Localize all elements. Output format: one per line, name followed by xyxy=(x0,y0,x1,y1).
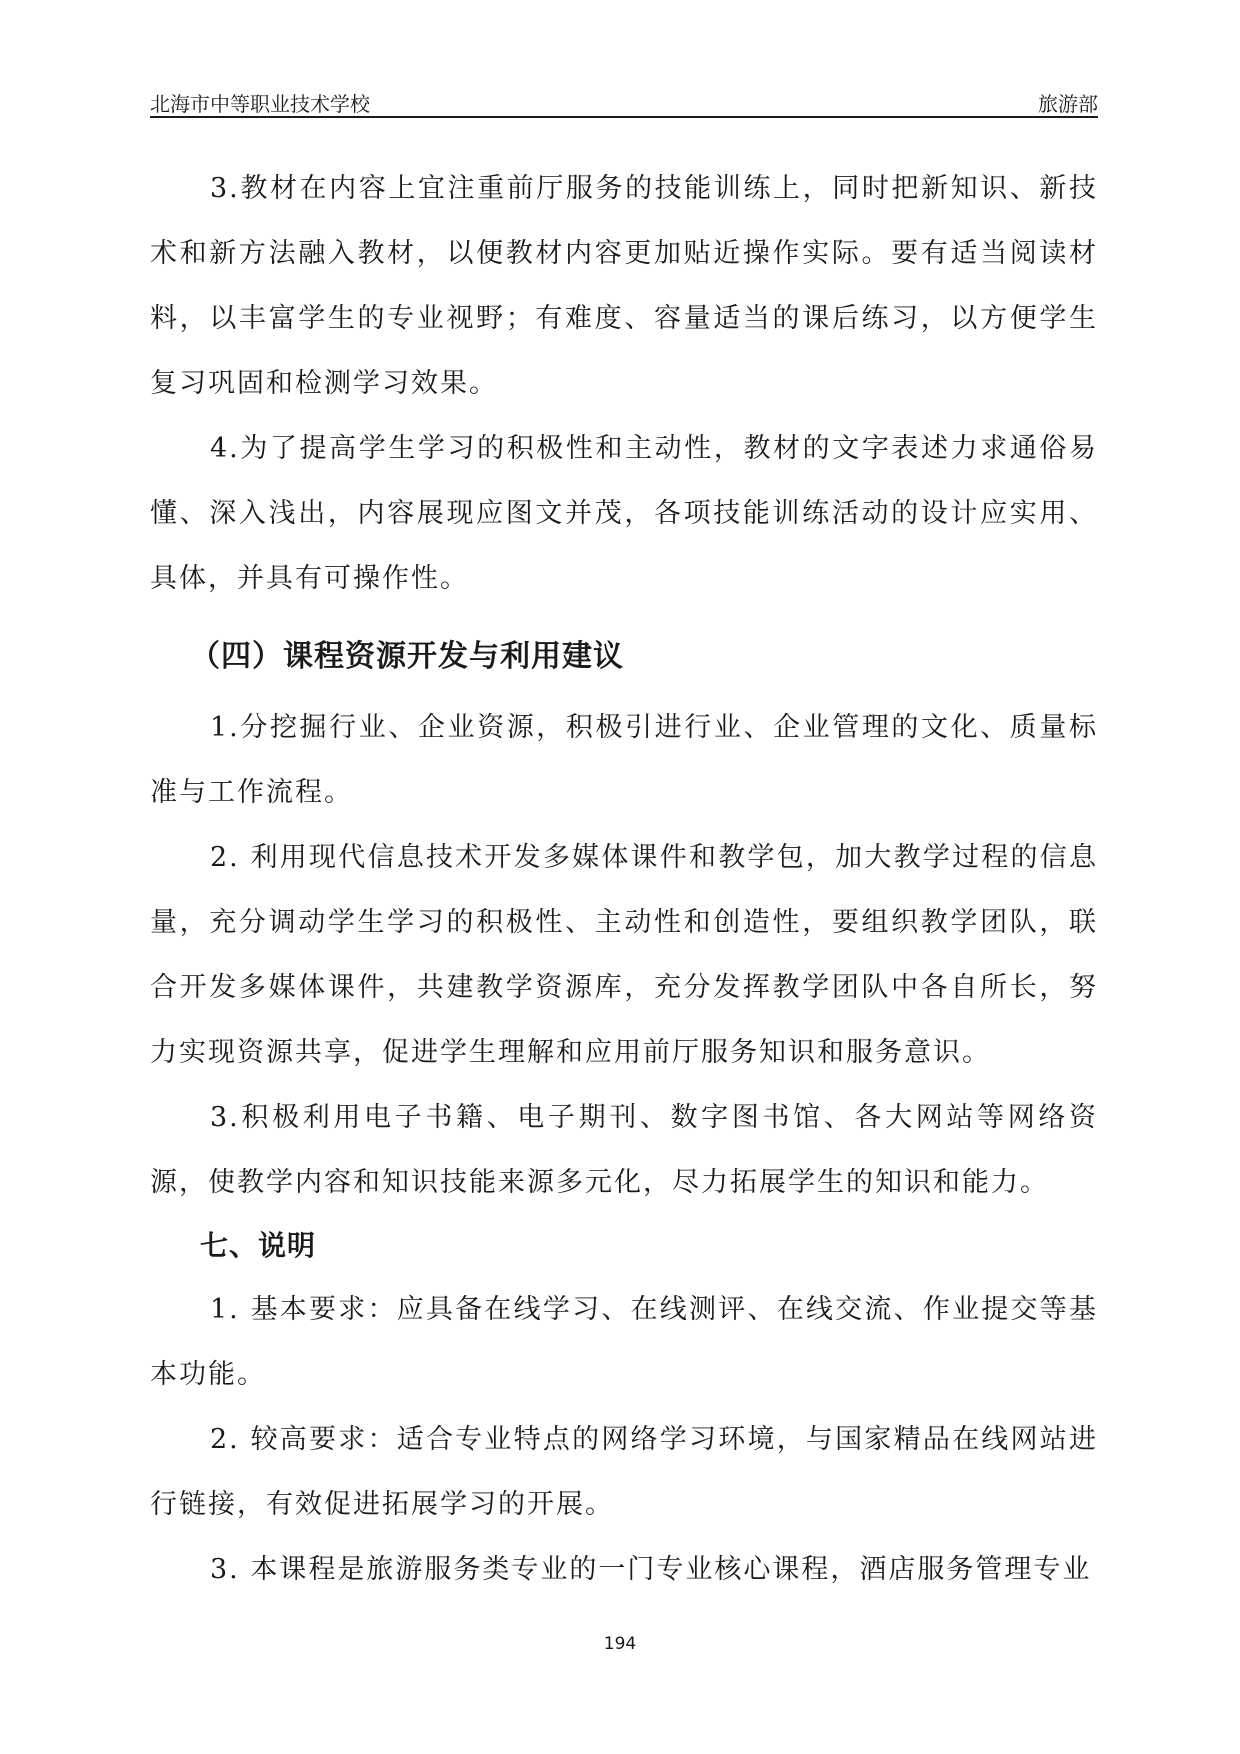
page-header xyxy=(150,86,1098,116)
paragraph-network-resources: 3.积极利用电子书籍、电子期刊、数字图书馆、各大网站等网络资源，使教学内容和知识技能来源多元化，尽力拓展学生的知识和能力。 xyxy=(150,1102,1098,1198)
section-heading-resources: （四）课程资源开发与利用建议 xyxy=(190,639,624,674)
header-department: 旅游部 xyxy=(1038,92,1098,116)
paragraph-textbook-style: 4.为了提高学生学习的积极性和主动性，教材的文字表述力求通俗易懂、深入浅出，内容展现应图文并茂，各项技能训练活动的设计应实用、具体，并具有可操作性。 xyxy=(150,433,1098,594)
paragraph-industry-resources: 1.分挖掘行业、企业资源，积极引进行业、企业管理的文化、质量标准与工作流程。 xyxy=(150,712,1098,808)
document-body xyxy=(150,156,1098,1602)
paragraph-basic-requirements: 1. 基本要求：应具备在线学习、在线测评、在线交流、作业提交等基本功能。 xyxy=(150,1294,1098,1390)
section-heading-notes: 七、说明 xyxy=(200,1229,317,1262)
paragraph-higher-requirements: 2. 较高要求：适合专业特点的网络学习环境，与国家精品在线网站进行链接，有效促进拓展学习的开展。 xyxy=(150,1424,1098,1520)
header-school-name: 北海市中等职业技术学校 xyxy=(150,92,370,116)
paragraph-course-description: 3. 本课程是旅游服务类专业的一门专业核心课程，酒店服务管理专业 xyxy=(210,1554,1092,1585)
paragraph-multimedia: 2. 利用现代信息技术开发多媒体课件和教学包，加大教学过程的信息量，充分调动学生学习的积极性、主动性和创造性，要组织教学团队，联合开发多媒体课件，共建教学资源库，充分发挥教学团队中各自所长，努力实现资源共享，促进学生理解和应用前厅服务知识和服务意识。 xyxy=(150,842,1098,1068)
paragraph-textbook-content: 3.教材在内容上宜注重前厅服务的技能训练上，同时把新知识、新技术和新方法融入教材，以便教材内容更加贴近操作实际。要有适当阅读材料，以丰富学生的专业视野；有难度、容量适当的课后练习，以方便学生复习巩固和检测学习效果。 xyxy=(150,173,1098,399)
header-divider xyxy=(150,116,1098,118)
page-number: 194 xyxy=(603,1634,637,1654)
